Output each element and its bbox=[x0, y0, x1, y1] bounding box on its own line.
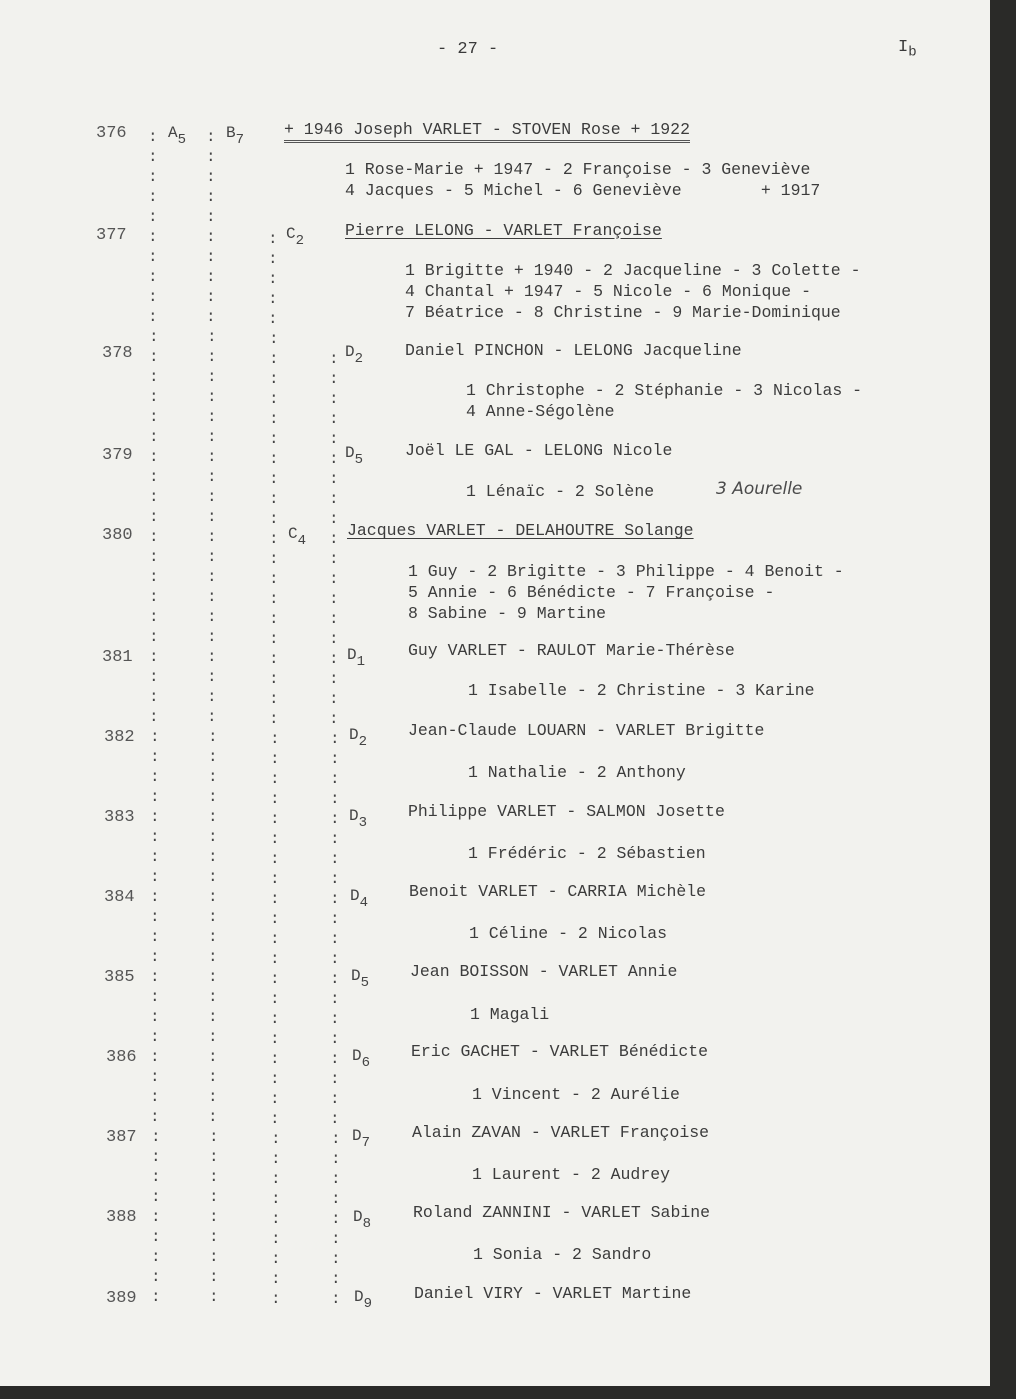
children-line: 4 Anne-Ségolène bbox=[466, 402, 615, 421]
column-colon: : bbox=[206, 128, 216, 146]
column-colon: : bbox=[270, 1110, 280, 1128]
children-line: 4 Jacques - 5 Michel - 6 Geneviève + 1917 bbox=[345, 181, 821, 200]
column-colon: : bbox=[209, 1228, 219, 1246]
column-colon: : bbox=[269, 510, 279, 528]
column-colon: : bbox=[150, 928, 160, 946]
column-colon: : bbox=[331, 1250, 341, 1268]
column-colon: : bbox=[209, 1188, 219, 1206]
couple-heading: Eric GACHET - VARLET Bénédicte bbox=[411, 1042, 709, 1061]
column-colon: : bbox=[150, 828, 160, 846]
column-colon: : bbox=[149, 488, 159, 506]
children-list bbox=[405, 260, 860, 323]
entry-number: 381 bbox=[102, 648, 133, 667]
column-colon: : bbox=[149, 668, 159, 686]
column-colon: : bbox=[151, 1208, 161, 1226]
column-colon: : bbox=[330, 970, 340, 988]
column-colon: : bbox=[330, 750, 340, 768]
column-colon: : bbox=[149, 328, 159, 346]
column-colon: : bbox=[329, 650, 339, 668]
column-colon: : bbox=[330, 870, 340, 888]
column-colon: : bbox=[269, 690, 279, 708]
generation-marker: $D_8$ bbox=[353, 1208, 372, 1232]
column-colon: : bbox=[269, 430, 279, 448]
column-colon: : bbox=[330, 950, 340, 968]
children-line: 1 Christophe - 2 Stéphanie - 3 Nicolas - bbox=[466, 381, 863, 400]
column-colon: : bbox=[270, 810, 280, 828]
entry-number: 379 bbox=[102, 446, 133, 465]
column-colon: : bbox=[149, 568, 159, 586]
column-colon: : bbox=[330, 790, 340, 808]
column-colon: : bbox=[150, 988, 160, 1006]
column-colon: : bbox=[270, 750, 280, 768]
column-colon: : bbox=[270, 770, 280, 788]
column-colon: : bbox=[270, 910, 280, 928]
column-colon: : bbox=[148, 268, 158, 286]
column-colon: : bbox=[330, 1070, 340, 1088]
children-line: 5 Annie - 6 Bénédicte - 7 Françoise - bbox=[408, 583, 775, 602]
column-colon: : bbox=[269, 650, 279, 668]
generation-marker: $D_4$ bbox=[350, 887, 369, 911]
column-colon: : bbox=[208, 768, 218, 786]
column-colon: : bbox=[268, 290, 278, 308]
column-colon: : bbox=[329, 630, 339, 648]
column-colon: : bbox=[207, 348, 217, 366]
column-colon: : bbox=[271, 1290, 281, 1308]
column-colon: : bbox=[268, 230, 278, 248]
column-colon: : bbox=[330, 850, 340, 868]
column-colon: : bbox=[151, 1288, 161, 1306]
column-colon: : bbox=[209, 1148, 219, 1166]
children-line: 1 Rose-Marie + 1947 - 2 Françoise - 3 Geneviève bbox=[345, 160, 811, 179]
column-colon: : bbox=[209, 1208, 219, 1226]
column-colon: : bbox=[207, 688, 217, 706]
column-colon: : bbox=[150, 1108, 160, 1126]
children-line: 1 Laurent - 2 Audrey bbox=[472, 1165, 671, 1184]
column-colon: : bbox=[271, 1150, 281, 1168]
children-line: 1 Lénaïc - 2 Solène bbox=[466, 482, 655, 501]
column-colon: : bbox=[206, 208, 216, 226]
entry-number: 376 bbox=[96, 124, 127, 143]
column-colon: : bbox=[208, 1068, 218, 1086]
column-colon: : bbox=[151, 1268, 161, 1286]
column-colon: : bbox=[269, 330, 279, 348]
column-colon: : bbox=[207, 648, 217, 666]
column-colon: : bbox=[270, 1010, 280, 1028]
column-colon: : bbox=[329, 430, 339, 448]
column-colon: : bbox=[148, 148, 158, 166]
generation-marker: $D_7$ bbox=[352, 1127, 371, 1151]
column-colon: : bbox=[149, 688, 159, 706]
children-list bbox=[468, 843, 706, 864]
column-colon: : bbox=[208, 968, 218, 986]
column-colon: : bbox=[269, 470, 279, 488]
column-colon: : bbox=[208, 1008, 218, 1026]
column-colon: : bbox=[209, 1168, 219, 1186]
generation-marker: $D_5$ bbox=[345, 444, 364, 468]
children-line: 1 Guy - 2 Brigitte - 3 Philippe - 4 Benoit - bbox=[408, 562, 844, 581]
column-colon: : bbox=[329, 470, 339, 488]
generation-marker: $A_5$ bbox=[168, 124, 187, 148]
column-colon: : bbox=[149, 528, 159, 546]
couple-heading: Pierre LELONG - VARLET Françoise bbox=[345, 221, 662, 240]
column-colon: : bbox=[329, 390, 339, 408]
column-colon: : bbox=[150, 788, 160, 806]
generation-marker: $D_2$ bbox=[345, 343, 364, 367]
children-line: 1 Céline - 2 Nicolas bbox=[469, 924, 668, 943]
column-colon: : bbox=[271, 1190, 281, 1208]
column-colon: : bbox=[270, 1090, 280, 1108]
children-list bbox=[468, 680, 815, 701]
children-line: 1 Magali bbox=[470, 1005, 550, 1024]
column-colon: : bbox=[149, 548, 159, 566]
children-line: 1 Frédéric - 2 Sébastien bbox=[468, 844, 706, 863]
column-colon: : bbox=[207, 528, 217, 546]
column-colon: : bbox=[330, 1110, 340, 1128]
generation-marker: $D_2$ bbox=[349, 726, 368, 750]
column-colon: : bbox=[329, 450, 339, 468]
column-colon: : bbox=[148, 288, 158, 306]
column-colon: : bbox=[209, 1288, 219, 1306]
column-colon: : bbox=[149, 588, 159, 606]
column-colon: : bbox=[206, 308, 216, 326]
entry-number: 382 bbox=[104, 728, 135, 747]
column-colon: : bbox=[330, 730, 340, 748]
column-colon: : bbox=[269, 630, 279, 648]
column-colon: : bbox=[207, 388, 217, 406]
column-colon: : bbox=[329, 490, 339, 508]
column-colon: : bbox=[207, 468, 217, 486]
couple-heading: Roland ZANNINI - VARLET Sabine bbox=[413, 1203, 711, 1222]
column-colon: : bbox=[206, 148, 216, 166]
column-colon: : bbox=[270, 850, 280, 868]
column-colon: : bbox=[329, 690, 339, 708]
couple-heading: Benoit VARLET - CARRIA Michèle bbox=[409, 882, 707, 901]
children-list bbox=[466, 380, 862, 422]
couple-heading: Jean-Claude LOUARN - VARLET Brigitte bbox=[408, 721, 765, 740]
column-colon: : bbox=[207, 548, 217, 566]
column-colon: : bbox=[271, 1170, 281, 1188]
column-colon: : bbox=[269, 490, 279, 508]
column-colon: : bbox=[208, 728, 218, 746]
column-colon: : bbox=[151, 1248, 161, 1266]
column-colon: : bbox=[207, 668, 217, 686]
column-colon: : bbox=[149, 388, 159, 406]
generation-marker: $C_2$ bbox=[286, 225, 305, 249]
column-colon: : bbox=[331, 1290, 341, 1308]
generation-marker: $D_6$ bbox=[352, 1047, 371, 1071]
couple-heading: Daniel PINCHON - LELONG Jacqueline bbox=[405, 341, 742, 360]
column-colon: : bbox=[329, 710, 339, 728]
handwritten-annotation: 3 Aourelle bbox=[716, 479, 803, 499]
page-number: - 27 - bbox=[437, 40, 499, 59]
column-colon: : bbox=[329, 370, 339, 388]
column-colon: : bbox=[150, 768, 160, 786]
column-colon: : bbox=[151, 1168, 161, 1186]
column-colon: : bbox=[207, 488, 217, 506]
column-colon: : bbox=[207, 448, 217, 466]
entry-number: 386 bbox=[106, 1048, 137, 1067]
column-colon: : bbox=[330, 1090, 340, 1108]
children-list bbox=[345, 159, 820, 201]
generation-marker: $C_4$ bbox=[288, 525, 307, 549]
column-colon: : bbox=[209, 1128, 219, 1146]
children-line: 1 Vincent - 2 Aurélie bbox=[472, 1085, 680, 1104]
column-colon: : bbox=[271, 1230, 281, 1248]
column-colon: : bbox=[208, 1028, 218, 1046]
column-colon: : bbox=[330, 770, 340, 788]
couple-heading: Jean BOISSON - VARLET Annie bbox=[410, 962, 678, 981]
column-colon: : bbox=[330, 1030, 340, 1048]
column-colon: : bbox=[331, 1210, 341, 1228]
column-colon: : bbox=[148, 308, 158, 326]
children-line: 4 Chantal + 1947 - 5 Nicole - 6 Monique - bbox=[405, 282, 811, 301]
column-colon: : bbox=[150, 948, 160, 966]
column-colon: : bbox=[150, 868, 160, 886]
column-colon: : bbox=[270, 870, 280, 888]
children-list bbox=[473, 1244, 651, 1265]
generation-marker: $D_9$ bbox=[354, 1288, 373, 1312]
column-colon: : bbox=[209, 1268, 219, 1286]
entry-number: 388 bbox=[106, 1208, 137, 1227]
column-colon: : bbox=[148, 248, 158, 266]
children-line: 8 Sabine - 9 Martine bbox=[408, 604, 607, 623]
column-colon: : bbox=[208, 868, 218, 886]
column-colon: : bbox=[206, 188, 216, 206]
column-colon: : bbox=[150, 1088, 160, 1106]
column-colon: : bbox=[208, 1088, 218, 1106]
column-colon: : bbox=[271, 1130, 281, 1148]
column-colon: : bbox=[269, 410, 279, 428]
column-colon: : bbox=[268, 310, 278, 328]
column-colon: : bbox=[269, 590, 279, 608]
column-colon: : bbox=[329, 550, 339, 568]
entry-number: 378 bbox=[102, 344, 133, 363]
column-colon: : bbox=[149, 608, 159, 626]
column-colon: : bbox=[269, 610, 279, 628]
couple-heading: Joël LE GAL - LELONG Nicole bbox=[405, 441, 673, 460]
column-colon: : bbox=[270, 730, 280, 748]
column-colon: : bbox=[208, 808, 218, 826]
column-colon: : bbox=[269, 390, 279, 408]
column-colon: : bbox=[207, 608, 217, 626]
couple-heading: Jacques VARLET - DELAHOUTRE Solange bbox=[347, 521, 694, 540]
column-colon: : bbox=[329, 530, 339, 548]
column-colon: : bbox=[150, 1028, 160, 1046]
couple-heading: Daniel VIRY - VARLET Martine bbox=[414, 1284, 692, 1303]
column-colon: : bbox=[270, 890, 280, 908]
column-colon: : bbox=[150, 728, 160, 746]
column-colon: : bbox=[207, 328, 217, 346]
column-colon: : bbox=[206, 268, 216, 286]
column-colon: : bbox=[269, 450, 279, 468]
column-colon: : bbox=[269, 710, 279, 728]
column-colon: : bbox=[270, 930, 280, 948]
couple-heading: Philippe VARLET - SALMON Josette bbox=[408, 802, 725, 821]
column-colon: : bbox=[270, 1030, 280, 1048]
column-colon: : bbox=[150, 848, 160, 866]
children-list bbox=[468, 762, 686, 783]
column-colon: : bbox=[208, 928, 218, 946]
column-colon: : bbox=[269, 530, 279, 548]
column-colon: : bbox=[329, 610, 339, 628]
column-colon: : bbox=[330, 830, 340, 848]
column-colon: : bbox=[151, 1148, 161, 1166]
column-colon: : bbox=[150, 808, 160, 826]
column-colon: : bbox=[269, 670, 279, 688]
column-colon: : bbox=[148, 128, 158, 146]
column-colon: : bbox=[150, 1068, 160, 1086]
column-colon: : bbox=[208, 888, 218, 906]
couple-heading: Alain ZAVAN - VARLET Françoise bbox=[412, 1123, 710, 1142]
column-colon: : bbox=[207, 588, 217, 606]
generation-marker: $D_3$ bbox=[349, 807, 368, 831]
entry-number: 383 bbox=[104, 808, 135, 827]
column-colon: : bbox=[330, 1050, 340, 1068]
couple-heading: Guy VARLET - RAULOT Marie-Thérèse bbox=[408, 641, 735, 660]
column-colon: : bbox=[206, 168, 216, 186]
couple-heading: + 1946 Joseph VARLET - STOVEN Rose + 1922 bbox=[284, 120, 690, 139]
children-line: 1 Isabelle - 2 Christine - 3 Karine bbox=[468, 681, 815, 700]
column-colon: : bbox=[208, 1108, 218, 1126]
column-colon: : bbox=[331, 1170, 341, 1188]
generation-marker: $D_1$ bbox=[347, 646, 366, 670]
children-line: 1 Nathalie - 2 Anthony bbox=[468, 763, 686, 782]
column-colon: : bbox=[149, 508, 159, 526]
children-list bbox=[470, 1004, 549, 1025]
column-colon: : bbox=[268, 250, 278, 268]
entry-number: 387 bbox=[106, 1128, 137, 1147]
column-colon: : bbox=[330, 990, 340, 1008]
children-list bbox=[408, 561, 844, 624]
column-colon: : bbox=[149, 628, 159, 646]
column-colon: : bbox=[330, 930, 340, 948]
children-list bbox=[472, 1084, 680, 1105]
column-colon: : bbox=[270, 1070, 280, 1088]
column-colon: : bbox=[208, 788, 218, 806]
column-colon: : bbox=[269, 550, 279, 568]
column-colon: : bbox=[151, 1128, 161, 1146]
column-colon: : bbox=[208, 948, 218, 966]
column-colon: : bbox=[331, 1190, 341, 1208]
column-colon: : bbox=[149, 368, 159, 386]
column-colon: : bbox=[208, 1048, 218, 1066]
column-colon: : bbox=[268, 270, 278, 288]
column-colon: : bbox=[329, 570, 339, 588]
column-colon: : bbox=[206, 228, 216, 246]
column-colon: : bbox=[149, 408, 159, 426]
entry-number: 384 bbox=[104, 888, 135, 907]
children-list bbox=[466, 481, 654, 502]
column-colon: : bbox=[329, 510, 339, 528]
column-colon: : bbox=[148, 188, 158, 206]
column-colon: : bbox=[149, 448, 159, 466]
column-colon: : bbox=[206, 288, 216, 306]
children-list bbox=[472, 1164, 670, 1185]
column-colon: : bbox=[269, 570, 279, 588]
column-colon: : bbox=[209, 1248, 219, 1266]
column-colon: : bbox=[329, 590, 339, 608]
column-colon: : bbox=[208, 828, 218, 846]
column-colon: : bbox=[330, 810, 340, 828]
column-colon: : bbox=[271, 1210, 281, 1228]
column-colon: : bbox=[207, 568, 217, 586]
entry-number: 377 bbox=[96, 226, 127, 245]
column-colon: : bbox=[270, 970, 280, 988]
column-colon: : bbox=[330, 1010, 340, 1028]
column-colon: : bbox=[270, 830, 280, 848]
page-corner-mark: $I_b$ bbox=[898, 38, 917, 61]
column-colon: : bbox=[150, 968, 160, 986]
column-colon: : bbox=[269, 350, 279, 368]
column-colon: : bbox=[271, 1250, 281, 1268]
column-colon: : bbox=[149, 428, 159, 446]
column-colon: : bbox=[208, 988, 218, 1006]
entry-number: 389 bbox=[106, 1289, 137, 1308]
column-colon: : bbox=[331, 1150, 341, 1168]
generation-marker: $B_7$ bbox=[226, 124, 245, 148]
column-colon: : bbox=[149, 468, 159, 486]
column-colon: : bbox=[271, 1270, 281, 1288]
column-colon: : bbox=[151, 1188, 161, 1206]
column-colon: : bbox=[208, 748, 218, 766]
children-line: 1 Sonia - 2 Sandro bbox=[473, 1245, 652, 1264]
column-colon: : bbox=[148, 228, 158, 246]
column-colon: : bbox=[270, 990, 280, 1008]
column-colon: : bbox=[148, 168, 158, 186]
column-colon: : bbox=[330, 910, 340, 928]
column-colon: : bbox=[330, 890, 340, 908]
column-colon: : bbox=[207, 708, 217, 726]
generation-marker: $D_5$ bbox=[351, 967, 370, 991]
column-colon: : bbox=[149, 648, 159, 666]
column-colon: : bbox=[150, 748, 160, 766]
column-colon: : bbox=[208, 848, 218, 866]
column-colon: : bbox=[207, 628, 217, 646]
column-colon: : bbox=[207, 428, 217, 446]
column-colon: : bbox=[331, 1130, 341, 1148]
column-colon: : bbox=[331, 1270, 341, 1288]
column-colon: : bbox=[150, 888, 160, 906]
column-colon: : bbox=[150, 1048, 160, 1066]
entry-number: 380 bbox=[102, 526, 133, 545]
column-colon: : bbox=[150, 1008, 160, 1026]
column-colon: : bbox=[206, 248, 216, 266]
column-colon: : bbox=[151, 1228, 161, 1246]
column-colon: : bbox=[149, 708, 159, 726]
column-colon: : bbox=[150, 908, 160, 926]
column-colon: : bbox=[329, 410, 339, 428]
children-line: 7 Béatrice - 8 Christine - 9 Marie-Dominique bbox=[405, 303, 841, 322]
children-list bbox=[469, 923, 667, 944]
children-line: 1 Brigitte + 1940 - 2 Jacqueline - 3 Colette - bbox=[405, 261, 861, 280]
entry-number: 385 bbox=[104, 968, 135, 987]
column-colon: : bbox=[269, 370, 279, 388]
column-colon: : bbox=[207, 408, 217, 426]
column-colon: : bbox=[149, 348, 159, 366]
column-colon: : bbox=[207, 508, 217, 526]
column-colon: : bbox=[207, 368, 217, 386]
column-colon: : bbox=[331, 1230, 341, 1248]
column-colon: : bbox=[329, 350, 339, 368]
column-colon: : bbox=[208, 908, 218, 926]
column-colon: : bbox=[329, 670, 339, 688]
column-colon: : bbox=[270, 790, 280, 808]
column-colon: : bbox=[270, 950, 280, 968]
column-colon: : bbox=[148, 208, 158, 226]
column-colon: : bbox=[270, 1050, 280, 1068]
